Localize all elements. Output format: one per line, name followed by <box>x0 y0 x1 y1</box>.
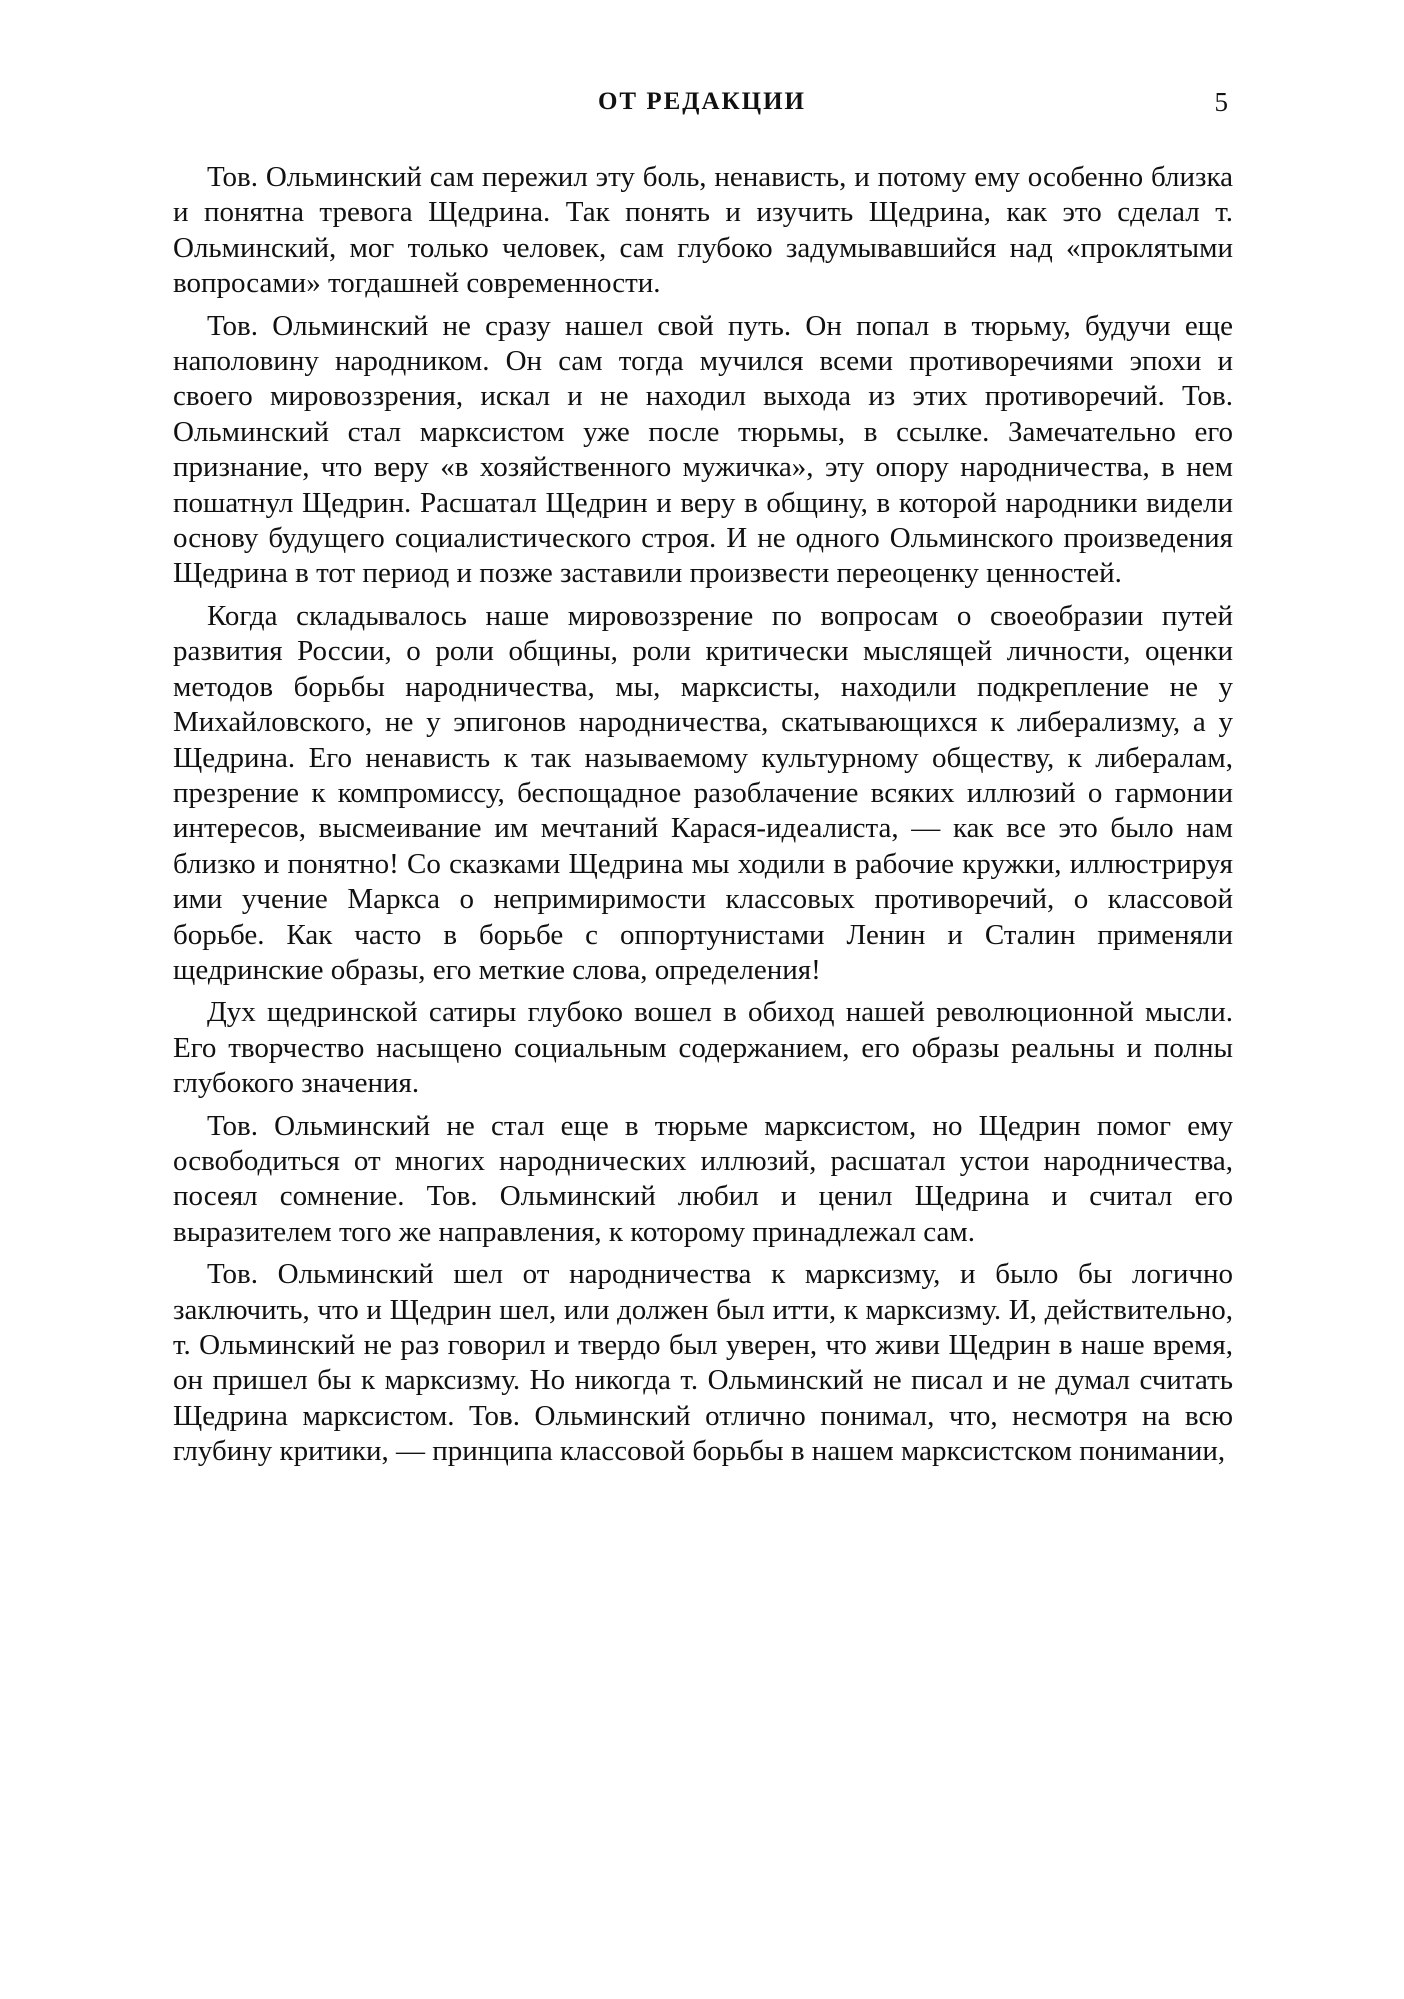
paragraph-4: Дух щедринской сатиры глубоко вошел в обиход нашей революционной мысли. Его творчество насыщено социальным содержанием, его образы реальны и полны глубокого значения. <box>173 996 1233 1100</box>
paragraph-5: Тов. Ольминский не стал еще в тюрьме марксистом, но Щедрин помог ему освободиться от многих народнических иллюзий, расшатал устои народничества, посеял сомнение. Тов. Ольминский любил и ценил Щедрина и считал его выразителем того же направления, к которому принадлежал сам. <box>173 1109 1233 1248</box>
paragraph-6: Тов. Ольминский шел от народничества к марксизму, и было бы логично заключить, что и Щедрин шел, или должен был итти, к марксизму. И, действительно, т. Ольминский не раз говорил и твердо был уверен, что живи Щедрин в наше время, он пришел бы к марксизму. Но никогда т. Ольминский не писал и не думал считать Щедрина марксистом. Тов. Ольминский отлично понимал, что, несмотря на всю глубину критики, — принципа классовой борьбы в нашем марксистском понимании, <box>173 1258 1233 1468</box>
text-body <box>173 160 1233 1477</box>
page-number: 5 <box>1214 87 1228 117</box>
paragraph-3: Когда складывалось наше мировоззрение по вопросам о своеобразии путей развития России, о роли общины, роли критически мыслящей личности, оценки методов борьбы народничества, мы, марксисты, находили подкрепление не у Михайловского, не у эпигонов народничества, скатывающихся к либерализму, а у Щедрина. Его ненависть к так называемому культурному обществу, к либералам, презрение к компромиссу, беспощадное разоблачение всяких иллюзий о гармонии интересов, высмеивание им мечтаний Карася-идеалиста, — как все это было нам близко и понятно! Со сказками Щедрина мы ходили в рабочие кружки, иллюстрируя ими учение Маркса о непримиримости классовых противоречий, о классовой борьбе. Как часто в борьбе с оппортунистами Ленин и Сталин применяли щедринские образы, его меткие слова, определения! <box>173 599 1233 986</box>
paragraph-2: Тов. Ольминский не сразу нашел свой путь. Он попал в тюрьму, будучи еще наполовину народником. Он сам тогда мучился всеми противоречиями эпохи и своего мировоззрения, искал и не находил выхода из этих противоречий. Тов. Ольминский стал марксистом уже после тюрьмы, в ссылке. Замечательно его признание, что веру «в хозяйственного мужичка», эту опору народничества, в нем пошатнул Щедрин. Расшатал Щедрин и веру в общину, в которой народники видели основу будущего социалистического строя. И не одного Ольминского произведения Щедрина в тот период и позже заставили произвести переоценку ценностей. <box>173 309 1233 590</box>
running-head <box>0 82 1404 122</box>
paragraph-1: Тов. Ольминский сам пережил эту боль, ненависть, и потому ему особенно близка и понятна тревога Щедрина. Так понять и изучить Щедрина, как это сделал т. Ольминский, мог только человек, сам глубоко задумывавшийся над «проклятыми вопросами» тогдашней современности. <box>173 161 1233 300</box>
page-title: ОТ РЕДАКЦИИ <box>597 88 807 115</box>
